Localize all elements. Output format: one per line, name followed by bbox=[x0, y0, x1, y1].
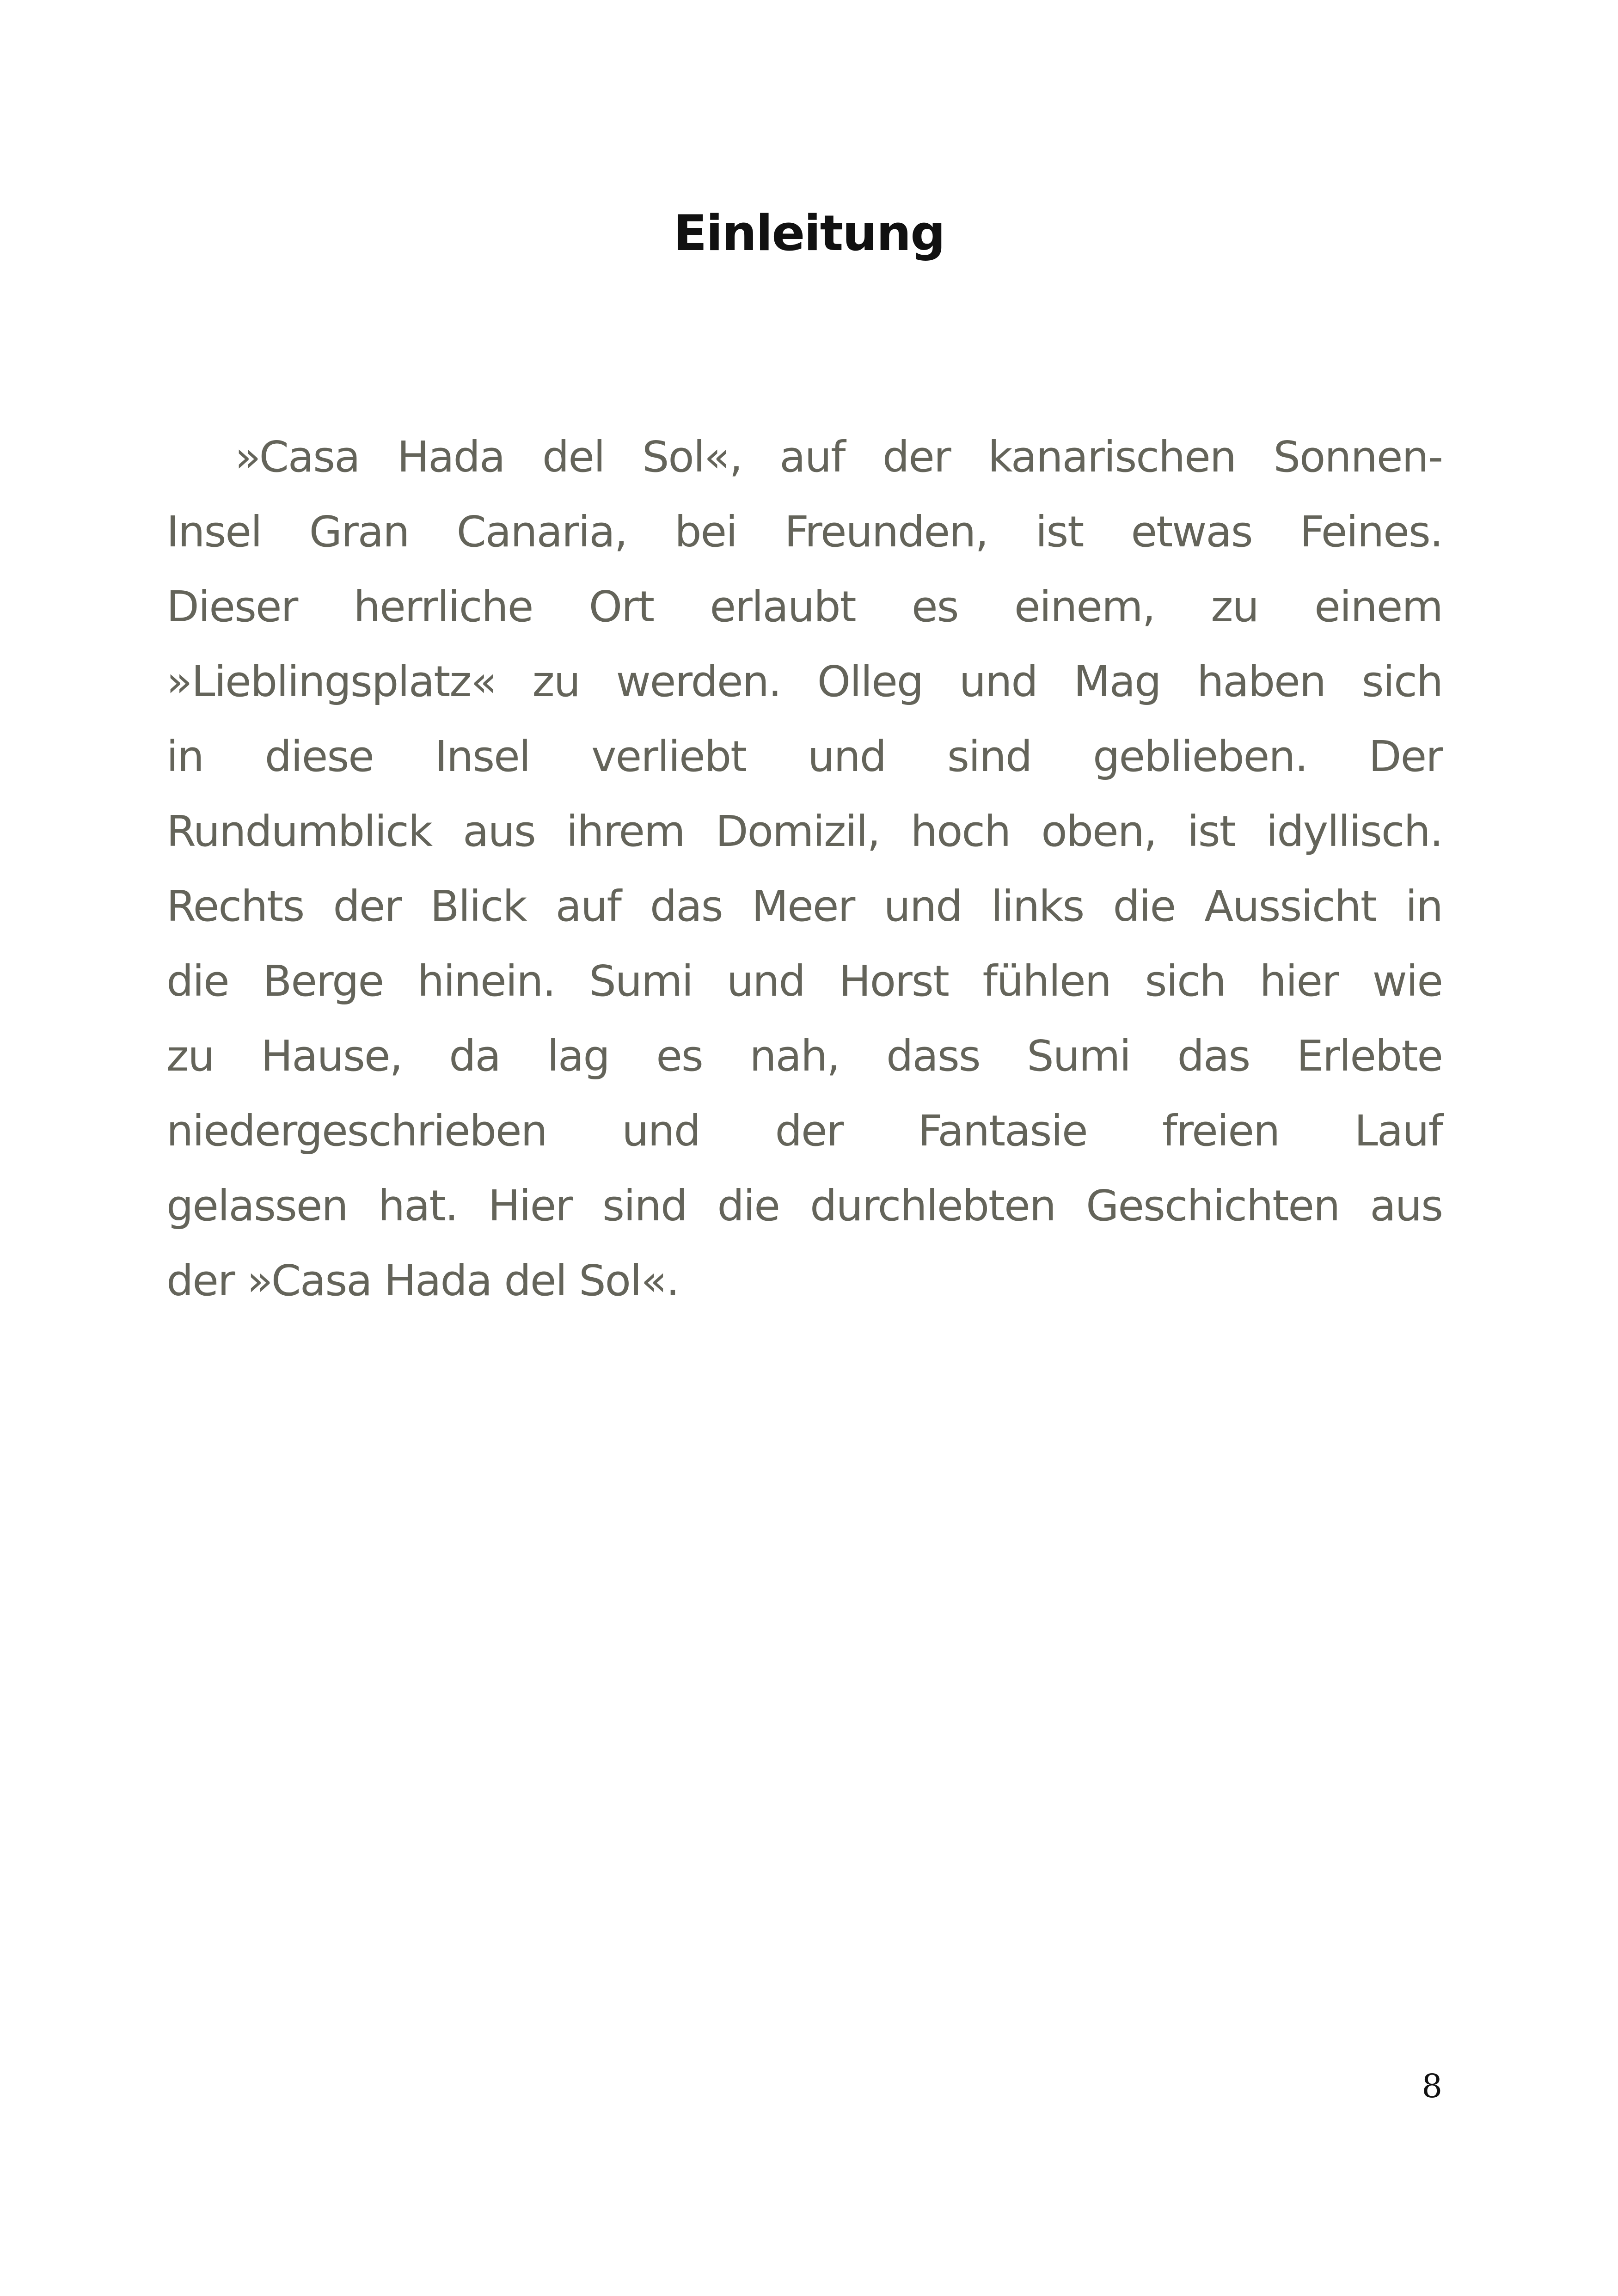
chapter-title: Einleitung bbox=[673, 205, 945, 262]
paragraph-line: Dieser herrliche Ort erlaubt es einem, zu einem bbox=[166, 582, 1442, 631]
paragraph-line: in diese Insel verliebt und sind geblieben. Der bbox=[166, 732, 1442, 781]
paragraph-line: »Casa Hada del Sol«, auf der kanarischen Sonnen- bbox=[235, 432, 1442, 482]
paragraph-line: Rechts der Blick auf das Meer und links die Aussicht in bbox=[166, 882, 1442, 931]
paragraph-line: Rundumblick aus ihrem Domizil, hoch oben, ist idyllisch. bbox=[166, 807, 1442, 856]
paragraph-line: Insel Gran Canaria, bei Freunden, ist etwas Feines. bbox=[166, 507, 1442, 557]
paragraph-line: gelassen hat. Hier sind die durchlebten Geschichten aus bbox=[166, 1181, 1442, 1231]
paragraph-line: niedergeschrieben und der Fantasie freien Lauf bbox=[166, 1106, 1442, 1156]
paragraph-line: die Berge hinein. Sumi und Horst fühlen sich hier wie bbox=[166, 956, 1442, 1006]
paragraph-line: »Lieblingsplatz« zu werden. Olleg und Mag haben sich bbox=[166, 657, 1442, 706]
introduction-paragraph bbox=[166, 420, 1442, 1318]
paragraph-line: zu Hause, da lag es nah, dass Sumi das Erlebte bbox=[166, 1031, 1442, 1081]
paragraph-line: der »Casa Hada del Sol«. bbox=[166, 1256, 679, 1305]
page-number: 8 bbox=[1422, 2067, 1442, 2105]
